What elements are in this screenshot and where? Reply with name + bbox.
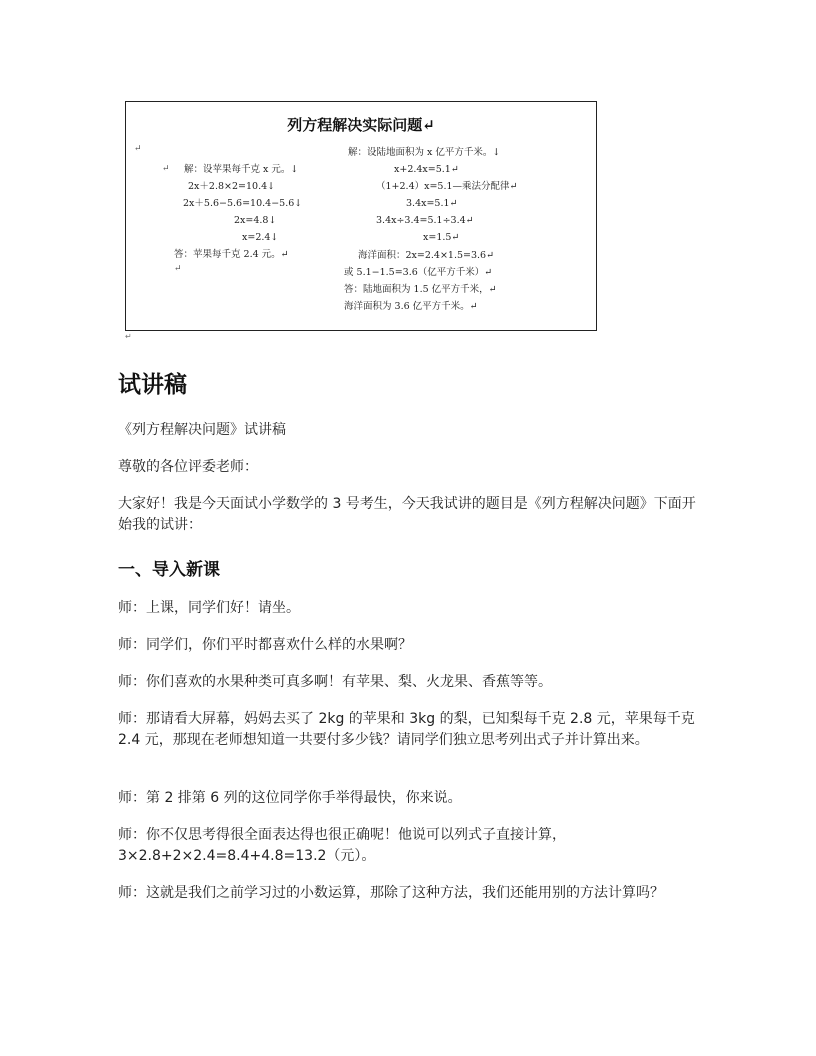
intro-paragraph: 大家好！我是今天面试小学数学的 3 号考生，今天我试讲的题目是《列方程解决问题》下面开始我的试讲：: [118, 496, 696, 533]
left-line-1: 解：设苹果每千克 x 元。↓: [184, 164, 299, 175]
right-line-10: 海洋面积为 3.6 亿平方千米。↵: [344, 301, 478, 312]
subtitle: 《列方程解决问题》试讲稿: [118, 422, 286, 438]
right-line-2: x+2.4x=5.1↵: [394, 164, 459, 175]
section-heading: 一、导入新课: [118, 560, 220, 580]
solution-figure: [125, 101, 597, 331]
right-line-4: 3.4x=5.1↵: [406, 198, 458, 209]
figure-title: 列方程解决实际问题↵: [287, 116, 435, 134]
paragraph: 师：那请看大屏幕，妈妈去买了 2kg 的苹果和 3kg 的梨，已知梨每千克 2.8 元，苹果每千克 2.4 元，那现在老师想知道一共要付多少钱？请同学们独立思考列出式子并计算出来。: [118, 711, 695, 748]
left-line-4: 2x=4.8↓: [234, 215, 277, 226]
paragraph: 师：这就是我们之前学习过的小数运算，那除了这种方法，我们还能用别的方法计算吗？: [118, 885, 664, 901]
right-line-5: 3.4x÷3.4=5.1÷3.4↵: [376, 215, 474, 226]
paragraph-mark: ↵: [134, 144, 142, 154]
right-line-8: 或 5.1−1.5=3.6（亿平方千米）↵: [344, 267, 493, 278]
left-line-3: 2x＋5.6−5.6=10.4−5.6↓: [183, 198, 303, 209]
left-line-6: 答：苹果每千克 2.4 元。↵: [174, 249, 289, 260]
right-line-9: 答：陆地面积为 1.5 亿平方千米，↵: [344, 284, 497, 295]
paragraph: 师：你们喜欢的水果种类可真多啊！有苹果、梨、火龙果、香蕉等等。: [118, 674, 552, 690]
paragraph: 师：你不仅思考得很全面表达得也很正确呢！他说可以列式子直接计算，3×2.8+2×2.4=8.4+4.8=13.2（元）。: [118, 827, 566, 864]
right-line-6: x=1.5↵: [423, 232, 460, 243]
right-line-3: （1+2.4）x=5.1—乘法分配律↵: [376, 181, 518, 192]
left-line-5: x=2.4↓: [242, 232, 279, 243]
right-line-1: 解：设陆地面积为 x 亿平方千米。↓: [348, 147, 501, 158]
paragraph-mark: ↵: [174, 264, 182, 274]
right-line-7: 海洋面积：2x=2.4×1.5=3.6↵: [358, 250, 495, 261]
paragraph: 师：上课，同学们好！请坐。: [118, 600, 300, 616]
paragraph: 师：第 2 排第 6 列的这位同学你手举得最快，你来说。: [118, 790, 462, 806]
page-title: 试讲稿: [118, 372, 187, 398]
greeting: 尊敬的各位评委老师：: [118, 459, 258, 475]
paragraph-mark: ↵: [162, 164, 170, 174]
paragraph: 师：同学们，你们平时都喜欢什么样的水果啊？: [118, 637, 412, 653]
left-line-2: 2x＋2.8×2=10.4↓: [188, 181, 276, 192]
paragraph-mark: ↵: [125, 332, 132, 341]
